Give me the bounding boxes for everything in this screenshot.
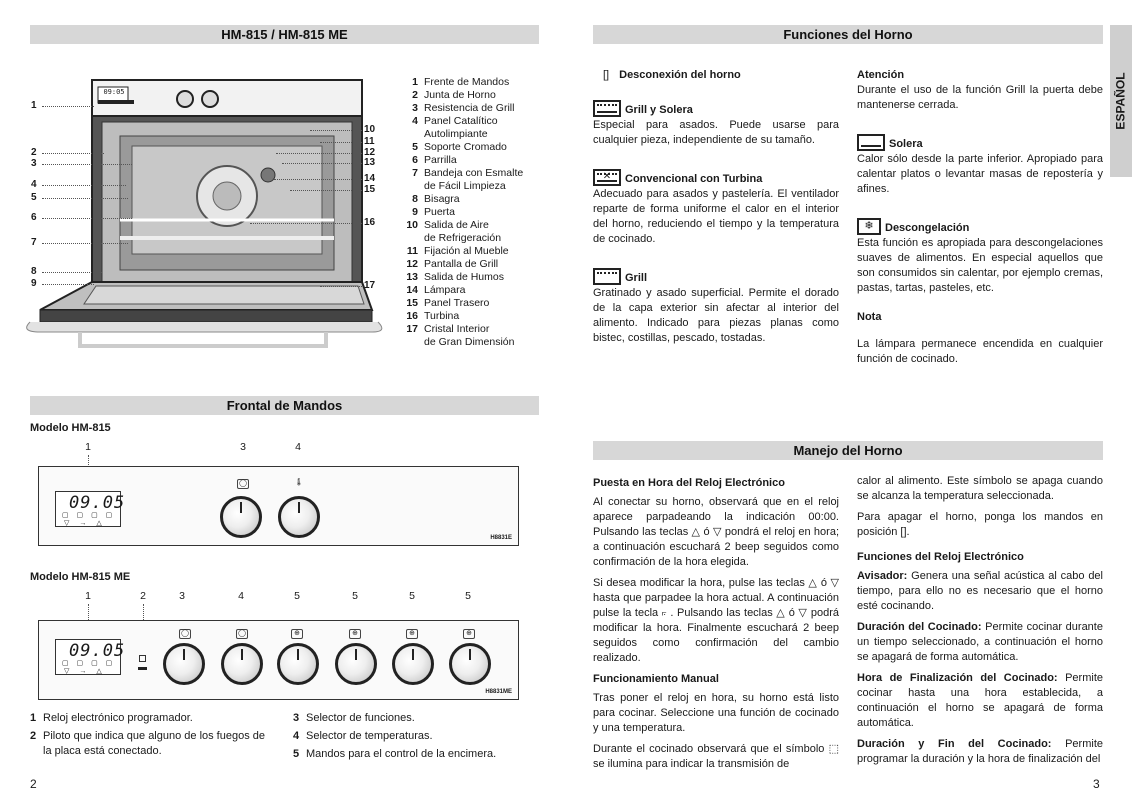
callout-17	[364, 280, 375, 292]
oven-drawing	[20, 70, 390, 360]
leader-line	[310, 130, 362, 131]
leader-line	[42, 106, 94, 107]
callout-label: 14	[364, 173, 376, 184]
leader-line	[276, 153, 362, 154]
legend-text: Salida de Aire	[424, 219, 489, 231]
language-tab-label: ESPAÑOL	[1113, 72, 1128, 130]
callout-5	[31, 192, 37, 204]
leader-line	[274, 179, 362, 180]
hob-zone-2-symbol: ⊕	[349, 629, 361, 639]
legend-text: Pantalla de Grill	[424, 258, 499, 270]
dur-fin-text: Permite programar la duración y la hora de finalización del	[857, 738, 1103, 765]
hora-fin-item	[857, 671, 1103, 731]
oven-legend-item	[402, 258, 542, 271]
controls-legend-item	[293, 747, 533, 762]
function-grill	[593, 267, 839, 286]
atencion-text: Durante el uso de la función Grill la puerta debe mantenerse cerrada.	[857, 84, 1103, 111]
atencion-title: Atención	[857, 69, 905, 81]
callout-label: 4	[31, 179, 37, 190]
model2-number-3: 3	[179, 590, 185, 602]
legend-num: 4	[412, 115, 418, 127]
callout-label: 8	[31, 266, 37, 277]
oven-legend-item	[402, 284, 542, 297]
clock-functions-title: Funciones del Reloj Electrónico	[857, 551, 1024, 563]
legend-text: Reloj electrónico programador.	[43, 712, 193, 724]
controls-legend-item	[30, 711, 275, 726]
legend-num: 5	[412, 141, 418, 153]
leader-line	[42, 164, 132, 165]
oven-legend-item	[402, 102, 542, 115]
callout-8	[31, 266, 37, 278]
functions-header-bar	[593, 25, 1103, 44]
callout-label: 5	[31, 192, 37, 203]
nota-title: Nota	[857, 311, 882, 323]
function-title: Convencional con Turbina	[625, 173, 763, 185]
function-solera	[857, 133, 1103, 152]
page-number-right: 3	[1093, 777, 1100, 791]
manejo-column-1	[593, 476, 839, 778]
oven-legend-item	[402, 297, 542, 310]
model2-temperature-knob[interactable]	[221, 643, 263, 685]
function-title: Grill y Solera	[625, 104, 693, 116]
oven-legend-item	[402, 154, 542, 167]
legend-num: 4	[293, 730, 300, 742]
legend-text: Autolimpiante	[424, 128, 488, 140]
callout-label: 6	[31, 212, 37, 223]
callout-label: 9	[31, 278, 37, 289]
oven-legend-item	[402, 76, 542, 89]
legend-num: 15	[406, 297, 418, 309]
legend-num: 5	[293, 748, 300, 760]
legend-num: 17	[406, 323, 418, 335]
callout-label: 2	[31, 147, 37, 158]
hob-zone-3-knob[interactable]	[392, 643, 434, 685]
clock-setting-p2: Si desea modificar la hora, pulse las teclas △ ó ▽ hasta que parpadee la hora actual. A continuación pulse la tecla ⟔ . Pulsando las teclas △ ó ▽ podrá modificar la hora. Finalmente escuchará 2 beep seguidos como confirmación del cambio realizado.	[593, 577, 839, 664]
model2-number-4: 4	[238, 590, 244, 602]
manual-p2: Durante el cocinado observará que el símbolo ⬚ se ilumina para indicar la transmisión de	[593, 743, 839, 770]
model2-number-1: 1	[85, 590, 91, 602]
hob-zone-1-symbol: ⊕	[291, 629, 303, 639]
legend-num: 6	[412, 154, 418, 166]
legend-num: 12	[406, 258, 418, 270]
fan-icon: ✕	[593, 169, 621, 186]
controls-legend-item	[293, 729, 533, 744]
avisador-item	[857, 569, 1103, 614]
function-grill-solera	[593, 99, 839, 118]
function-descongelacion	[857, 217, 1103, 236]
legend-text: Piloto que indica que alguno de los fuegos de la placa está conectado.	[43, 730, 266, 757]
nota-text: La lámpara permanece encendida en cualquier función de cocinado.	[857, 338, 1103, 365]
dur-fin-item	[857, 737, 1103, 767]
model2-number-5b: 5	[352, 590, 358, 602]
legend-text: Puerta	[424, 206, 455, 218]
solera-text: Calor sólo desde la parte inferior. Apropiado para calentar platos o levantar masas de repostería y afines.	[857, 153, 1103, 195]
oven-legend-item	[402, 310, 542, 323]
legend-text: Bisagra	[424, 193, 460, 205]
left-header-title: HM-815 / HM-815 ME	[221, 27, 348, 42]
descong-text: Esta función es apropiada para descongelaciones suaves de alimentos. En especial aquellos que son consumidos sin calentar, por ejemplo cremas, pastas, tartas, pasteles, etc.	[857, 237, 1103, 294]
legend-num: 1	[412, 76, 418, 88]
callout-label: 17	[364, 280, 376, 291]
callout-1	[31, 100, 37, 112]
function-text: Especial para asados. Puede usarse para cualquier pieza, independiente de su tamaño.	[593, 119, 839, 146]
manual-title: Funcionamiento Manual	[593, 673, 719, 685]
oven-legend-item	[402, 219, 542, 232]
language-side-tab	[1110, 25, 1132, 177]
model2-function-knob[interactable]	[163, 643, 205, 685]
hob-pilot-light	[139, 655, 146, 662]
legend-text: Resistencia de Grill	[424, 102, 515, 114]
duracion-text: Permite cocinar durante un tiempo seleccionado, a continuación el horno se apagará de forma automática.	[857, 621, 1103, 663]
model1-code: H8831E	[490, 535, 512, 541]
leader-line	[42, 284, 94, 285]
heat-symbol-text: calor al alimento. Este símbolo se apaga cuando se alcanza la temperatura seleccionada.	[857, 475, 1103, 502]
oven-legend-item	[402, 232, 542, 245]
callout-label: 10	[364, 124, 376, 135]
controls-legend-item	[293, 711, 533, 726]
legend-num	[402, 232, 424, 245]
model2-number-5c: 5	[409, 590, 415, 602]
legend-num: 11	[406, 245, 418, 257]
legend-text: de Fácil Limpieza	[424, 180, 506, 192]
legend-text: Frente de Mandos	[424, 76, 510, 88]
callout-label: 1	[31, 100, 37, 111]
function-title: Desconexión del horno	[619, 69, 741, 81]
legend-num	[402, 128, 424, 141]
oven-legend-item	[402, 206, 542, 219]
model2-code: H8831ME	[485, 689, 512, 695]
legend-text: Selector de temperaturas.	[306, 730, 433, 742]
leader-line	[42, 198, 128, 199]
leader-line	[42, 153, 104, 154]
avisador-text: Genera una señal acústica al cabo del tiempo, para ello no es necesario que el horno esté cocinando.	[857, 570, 1103, 612]
oven-legend-item	[402, 245, 542, 258]
oven-legend-item	[402, 271, 542, 284]
leader-line	[42, 272, 102, 273]
hob-zone-4-symbol: ⊕	[463, 629, 475, 639]
callout-label: 13	[364, 157, 376, 168]
callout-9	[31, 278, 37, 290]
oven-legend-item	[402, 167, 542, 180]
oven-legend-item	[402, 180, 542, 193]
legend-num: 16	[406, 310, 418, 322]
callout-label: 16	[364, 217, 376, 228]
functions-header-title: Funciones del Horno	[783, 27, 913, 42]
legend-num: 3	[412, 102, 418, 114]
legend-text: Cristal Interior	[424, 323, 490, 335]
callout-3	[31, 158, 37, 170]
legend-text: Panel Catalítico	[424, 115, 498, 127]
avisador-label: Avisador:	[857, 570, 908, 582]
leader-line	[42, 185, 126, 186]
oven-parts-legend	[402, 76, 542, 349]
leader-line	[42, 218, 132, 219]
controls-legend-col2	[293, 711, 533, 765]
hora-fin-label: Hora de Finalización del Cocinado:	[857, 672, 1058, 684]
model2-number-5d: 5	[465, 590, 471, 602]
switch-off-text: Para apagar el horno, ponga los mandos en posición [].	[857, 511, 1103, 538]
callout-label: 7	[31, 237, 37, 248]
clock-setting-title: Puesta en Hora del Reloj Electrónico	[593, 477, 785, 489]
function-text: Adecuado para asados y pastelería. El ventilador reparte de forma uniforme el calor en el interior del horno, reduciendo el tiempo y la temperatura de cocinado.	[593, 188, 839, 245]
controls-header-bar	[30, 396, 539, 415]
model2-control-panel	[38, 620, 519, 700]
legend-text: Salida de Humos	[424, 271, 504, 283]
leader-line	[320, 142, 362, 143]
legend-num: 8	[412, 193, 418, 205]
clock-setting-p1: Al conectar su horno, observará que en el reloj aparece parpadeando la indicación 00:00. Pulsando las teclas △ ó ▽ pondrá el reloj en hora; a continuación escuchará 2 beep seguidos como confirmación de la hora elegida.	[593, 496, 839, 568]
model2-label: Modelo HM-815 ME	[30, 571, 131, 583]
duracion-item	[857, 620, 1103, 665]
legend-text: de Refrigeración	[424, 232, 502, 244]
legend-num: 2	[30, 730, 37, 742]
page-number-left: 2	[30, 777, 37, 791]
function-title: Solera	[889, 138, 923, 150]
model1-number-1: 1	[85, 441, 91, 453]
model2-clock-buttons: ▢ ▢ ▢ ▢	[62, 660, 116, 667]
legend-num	[402, 336, 424, 349]
model1-temperature-knob[interactable]	[278, 496, 320, 538]
legend-text: Panel Trasero	[424, 297, 490, 309]
model2-number-2: 2	[140, 590, 146, 602]
model1-function-symbol: ◯	[237, 479, 249, 489]
callout-4	[31, 179, 37, 191]
leader-line	[282, 163, 362, 164]
legend-text: Soporte Cromado	[424, 141, 507, 153]
model1-number-3: 3	[240, 441, 246, 453]
oven-clock-text: 09:05	[103, 88, 125, 96]
legend-num: 1	[30, 712, 37, 724]
leader-line	[290, 190, 362, 191]
callout-10	[364, 124, 375, 136]
bottom-heat-icon	[857, 134, 885, 151]
hora-fin-text: Permite cocinar hasta una hora establecida, a continuación el horno se apagará de forma automática.	[857, 672, 1103, 729]
legend-num: 9	[412, 206, 418, 218]
model2-clock-digits: 09.05	[69, 641, 126, 661]
callout-label: 12	[364, 147, 376, 158]
callout-16	[364, 217, 375, 229]
hob-zone-4-knob[interactable]	[449, 643, 491, 685]
hob-zone-3-symbol: ⊕	[406, 629, 418, 639]
model1-number-4: 4	[295, 441, 301, 453]
leader-line	[250, 223, 362, 224]
oven-illustration	[20, 70, 390, 360]
hob-zone-1-knob[interactable]	[277, 643, 319, 685]
leader-line	[42, 243, 128, 244]
model1-clock-arrows: ▽→△	[64, 520, 112, 527]
legend-num: 14	[406, 284, 418, 296]
legend-text: Fijación al Mueble	[424, 245, 509, 257]
legend-num: 3	[293, 712, 300, 724]
legend-text: Mandos para el control de la encimera.	[306, 748, 497, 760]
model2-function-symbol: ◯	[179, 629, 191, 639]
manual-p1: Tras poner el reloj en hora, su horno está listo para cocinar. Seleccione una función de cocinado y una temperatura.	[593, 692, 839, 734]
manejo-header-title: Manejo del Horno	[793, 443, 903, 458]
grill-bottom-icon	[593, 100, 621, 117]
model1-clock-buttons: ▢ ▢ ▢ ▢	[62, 512, 116, 519]
hob-pilot-bar	[138, 667, 147, 670]
functions-column-2	[857, 68, 1103, 373]
legend-text: de Gran Dimensión	[424, 336, 515, 348]
manejo-header-bar	[593, 441, 1103, 460]
function-title: Grill	[625, 272, 648, 284]
callout-label: 3	[31, 158, 37, 169]
callout-7	[31, 237, 37, 249]
callout-6	[31, 212, 37, 224]
callout-label: 15	[364, 184, 376, 195]
controls-legend-col1	[30, 711, 275, 762]
oven-legend-item	[402, 323, 542, 336]
legend-text: Selector de funciones.	[306, 712, 415, 724]
off-icon: []	[603, 69, 610, 81]
function-off	[603, 68, 839, 83]
left-header-bar	[30, 25, 539, 44]
function-convencional-turbina	[593, 168, 839, 187]
model1-thermometer-symbol: 🌡	[294, 479, 304, 486]
legend-num: 2	[412, 89, 418, 101]
hob-zone-2-knob[interactable]	[335, 643, 377, 685]
grill-icon	[593, 268, 621, 285]
legend-num: 7	[412, 167, 418, 179]
controls-header-title: Frontal de Mandos	[226, 398, 343, 413]
callout-label: 11	[364, 136, 375, 147]
legend-num: 10	[406, 219, 418, 231]
model2-number-5a: 5	[294, 590, 300, 602]
dur-fin-label: Duración y Fin del Cocinado:	[857, 738, 1052, 750]
legend-num: 13	[406, 271, 418, 283]
legend-text: Bandeja con Esmalte	[424, 167, 524, 179]
oven-legend-item	[402, 336, 542, 349]
oven-legend-item	[402, 128, 542, 141]
model1-clock-digits: 09.05	[69, 493, 126, 513]
oven-legend-item	[402, 141, 542, 154]
model1-function-knob[interactable]	[220, 496, 262, 538]
snowflake-icon: ❄	[857, 218, 881, 235]
function-text: Gratinado y asado superficial. Permite el dorado de la capa exterior sin afectar al interior del alimento. Indicado para piezas planas como bistec, costillas, pescado, tostadas.	[593, 287, 839, 344]
function-title: Descongelación	[885, 222, 970, 234]
callout-15	[364, 184, 375, 196]
legend-text: Junta de Horno	[424, 89, 496, 101]
leader-line	[320, 286, 362, 287]
manejo-column-2	[857, 474, 1103, 773]
model2-clock-arrows: ▽→△	[64, 668, 112, 675]
legend-text: Parrilla	[424, 154, 457, 166]
model2-clock-display	[55, 639, 126, 675]
legend-num	[402, 180, 424, 193]
oven-legend-item	[402, 193, 542, 206]
oven-legend-item	[402, 115, 542, 128]
controls-legend-item	[30, 729, 275, 759]
duracion-label: Duración del Cocinado:	[857, 621, 982, 633]
legend-text: Lámpara	[424, 284, 466, 296]
oven-legend-item	[402, 89, 542, 102]
legend-text: Turbina	[424, 310, 460, 322]
model1-clock-display	[55, 491, 126, 527]
functions-column-1	[593, 68, 839, 352]
model1-label: Modelo HM-815	[30, 422, 111, 434]
oven-clock-display	[100, 88, 128, 96]
model2-temperature-symbol: ◯	[236, 629, 248, 639]
callout-13	[364, 157, 375, 169]
model1-control-panel	[38, 466, 519, 546]
